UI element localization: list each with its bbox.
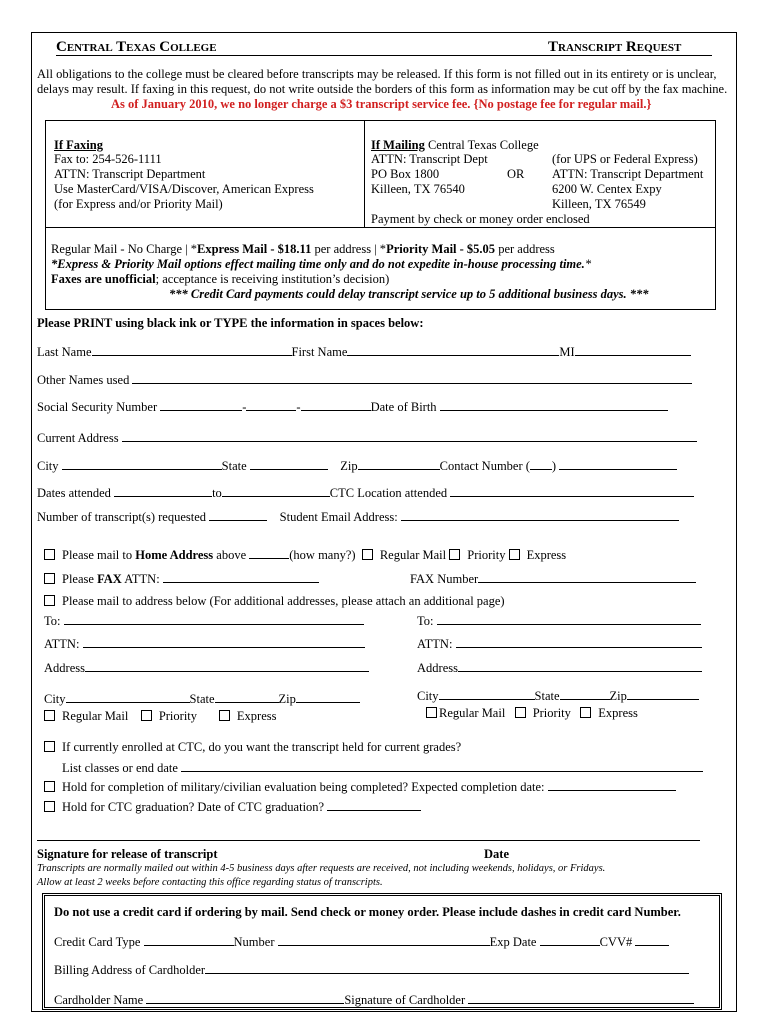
left-to-field[interactable] — [64, 612, 364, 625]
current-address-label: Current Address — [37, 431, 119, 445]
right-regular-mail-label: Regular Mail — [439, 706, 506, 720]
fax-bold: FAX — [97, 572, 122, 586]
right-to-label: To: — [417, 614, 434, 628]
other-names-label: Other Names used — [37, 373, 130, 387]
student-email-field[interactable] — [401, 508, 679, 521]
left-regular-mail-checkbox[interactable] — [44, 710, 55, 721]
cardholder-signature-field[interactable] — [468, 991, 694, 1004]
home-express-checkbox[interactable] — [509, 549, 520, 560]
left-city-row — [44, 690, 360, 707]
mi-label: MI — [559, 345, 575, 359]
left-state-label: State — [189, 692, 215, 706]
hold-enrolled-row — [44, 740, 461, 755]
ctc-location-field[interactable] — [450, 484, 694, 497]
left-address-row — [44, 659, 369, 676]
dob-label: Date of Birth — [370, 400, 437, 414]
billing-row — [54, 961, 689, 978]
num-transcripts-label: Number of transcript(s) requested — [37, 510, 207, 524]
left-priority-label: Priority — [158, 709, 198, 723]
right-state-field[interactable] — [560, 687, 610, 700]
transcripts-email-row — [37, 508, 679, 525]
fax-note: (for Express and/or Priority Mail) — [54, 197, 223, 211]
mail-heading: If Mailing — [371, 138, 425, 152]
fax-number-field[interactable] — [478, 570, 696, 583]
signature-label: Signature for release of transcript — [37, 847, 218, 861]
right-zip-field[interactable] — [627, 687, 699, 700]
ctc-location-label: CTC Location attended — [329, 486, 448, 500]
hold-enrolled-checkbox[interactable] — [44, 741, 55, 752]
city-state-row — [37, 457, 677, 474]
card-number-field[interactable] — [278, 933, 490, 946]
signature-line[interactable] — [37, 840, 700, 841]
cardholder-name-label: Cardholder Name — [54, 993, 144, 1007]
ssn-part-2[interactable] — [246, 398, 296, 411]
ssn-part-1[interactable] — [160, 398, 242, 411]
cvv-field[interactable] — [635, 933, 669, 946]
home-address-bold: Home Address — [135, 548, 214, 562]
rate-priority: Priority Mail - $5.05 — [386, 242, 496, 256]
state-label: State — [221, 459, 247, 473]
dates-attended-label: Dates attended — [37, 486, 111, 500]
right-regular-mail-checkbox[interactable] — [426, 707, 437, 718]
card-type-row — [54, 933, 669, 950]
cardholder-signature-label: Signature of Cardholder — [344, 993, 466, 1007]
last-name-field[interactable] — [92, 343, 292, 356]
right-state-label: State — [534, 689, 560, 703]
list-classes-field[interactable] — [181, 759, 703, 772]
hold-graduation-row — [44, 798, 421, 815]
other-names-field[interactable] — [132, 371, 692, 384]
left-regular-mail-label: Regular Mail — [62, 709, 129, 723]
mail-alt-attn: ATTN: Transcript Department — [552, 167, 704, 181]
ssn-part-3[interactable] — [301, 398, 371, 411]
rates-warning-star: * — [584, 257, 592, 271]
cardholder-row — [54, 991, 694, 1008]
hold-graduation-date-field[interactable] — [327, 798, 421, 811]
ssn-dash-2: - — [296, 400, 301, 414]
box-divider-h — [46, 227, 715, 228]
name-row — [37, 343, 691, 360]
right-address-row — [417, 659, 702, 676]
right-express-label: Express — [598, 706, 638, 720]
hold-enrolled-label: If currently enrolled at CTC, do you want the transcript held for current grades? — [62, 740, 462, 754]
num-transcripts-field[interactable] — [209, 508, 267, 521]
mi-field[interactable] — [575, 343, 691, 356]
mail-po-box: PO Box 1800 — [371, 167, 440, 181]
home-priority-checkbox[interactable] — [449, 549, 460, 560]
left-city-label: City — [44, 692, 66, 706]
rate-per-address-2: per address — [495, 242, 555, 256]
contact-number-field[interactable] — [559, 457, 677, 470]
left-express-checkbox[interactable] — [219, 710, 230, 721]
ssn-label: Social Security Number — [37, 400, 158, 414]
mailing-note-1: Transcripts are normally mailed out within 4-5 business days after requests are received, not including weekends, holidays, or Fridays. — [37, 863, 606, 874]
right-address-label: Address — [417, 661, 458, 675]
fax-attn: ATTN: Transcript Department — [54, 167, 206, 181]
mail-college: Central Texas College — [427, 138, 539, 152]
first-name-label: First Name — [291, 345, 348, 359]
mailing-note-2: Allow at least 2 weeks before contacting this office regarding status of transcripts. — [37, 877, 383, 888]
home-address-post: above — [213, 548, 247, 562]
fax-number-label: FAX Number — [410, 572, 479, 586]
contact-number-label: Contact Number ( — [439, 459, 530, 473]
card-type-label: Credit Card Type — [54, 935, 141, 949]
cc-delay-note: *** Credit Card payments could delay transcript service up to 5 additional business days. *** — [169, 287, 649, 301]
fax-attn-field[interactable] — [163, 570, 319, 583]
dob-field[interactable] — [440, 398, 668, 411]
student-email-label: Student Email Address: — [279, 510, 398, 524]
mail-attn: ATTN: Transcript Dept — [371, 152, 488, 166]
rates-line — [51, 242, 555, 257]
fax-number: Fax to: 254-526-1111 — [54, 152, 162, 166]
how-many-label: (how many?) — [289, 548, 356, 562]
college-name: Central Texas College — [56, 39, 217, 55]
credit-card-heading: Do not use a credit card if ordering by mail. Send check or money order. Please include dashes in credit card Number. — [54, 905, 681, 919]
right-to-field[interactable] — [437, 612, 701, 625]
ssn-row — [37, 398, 668, 415]
zip-field[interactable] — [358, 457, 440, 470]
hold-graduation-label: Hold for CTC graduation? Date of CTC graduation? — [62, 800, 325, 814]
right-mail-options — [426, 706, 638, 721]
dates-from-field[interactable] — [114, 484, 212, 497]
mail-or: OR — [507, 167, 525, 181]
fax-pre: Please — [62, 572, 98, 586]
right-zip-label: Zip — [609, 689, 627, 703]
left-priority-checkbox[interactable] — [141, 710, 152, 721]
billing-field[interactable] — [205, 961, 689, 974]
state-field[interactable] — [250, 457, 328, 470]
hold-military-row — [44, 778, 676, 795]
left-address-label: Address — [44, 661, 85, 675]
fax-attn-label: ATTN: — [121, 572, 160, 586]
left-address-field[interactable] — [85, 659, 369, 672]
home-address-row — [44, 546, 566, 563]
fax-checkbox[interactable] — [44, 573, 55, 584]
cardholder-name-field[interactable] — [146, 991, 344, 1004]
home-address-checkbox[interactable] — [44, 549, 55, 560]
mail-city: Killeen, TX 76540 — [371, 182, 465, 196]
right-attn-field[interactable] — [456, 635, 702, 648]
right-city-field[interactable] — [439, 687, 535, 700]
fax-attn-row — [44, 570, 319, 587]
home-priority-label: Priority — [467, 548, 506, 562]
last-name-label: Last Name — [37, 345, 92, 359]
home-how-many-field[interactable] — [249, 546, 289, 559]
billing-label: Billing Address of Cardholder — [54, 963, 206, 977]
left-mail-options — [44, 709, 276, 724]
contact-number-close: ) — [551, 459, 557, 473]
fax-heading: If Faxing — [54, 138, 103, 152]
current-address-row — [37, 429, 697, 446]
right-city-label: City — [417, 689, 439, 703]
hold-military-checkbox[interactable] — [44, 781, 55, 792]
fax-cards: Use MasterCard/VISA/Discover, American Express — [54, 182, 314, 196]
faxes-unofficial: Faxes are unofficial — [51, 272, 156, 286]
left-attn-field[interactable] — [83, 635, 365, 648]
cvv-label: CVV# — [599, 935, 633, 949]
home-regular-mail-label: Regular Mail — [379, 548, 447, 562]
left-city-field[interactable] — [66, 690, 190, 703]
card-number-label: Number — [233, 935, 275, 949]
box-divider — [364, 121, 365, 227]
rate-express: Express Mail - $18.11 — [197, 242, 312, 256]
right-attn-label: ATTN: — [417, 637, 453, 651]
current-address-field[interactable] — [122, 429, 697, 442]
city-label: City — [37, 459, 59, 473]
first-name-field[interactable] — [347, 343, 559, 356]
intro-line-1: All obligations to the college must be cleared before transcripts may be released. If this form is not filled out in its entirety or is unclear, — [37, 67, 717, 81]
right-priority-checkbox[interactable] — [515, 707, 526, 718]
mail-payment: Payment by check or money order enclosed — [371, 212, 590, 226]
left-to-row — [44, 612, 364, 629]
right-priority-label: Priority — [532, 706, 571, 720]
rates-warning-line — [51, 257, 591, 272]
list-classes-label: List classes or end date — [62, 761, 178, 775]
hold-military-date-field[interactable] — [548, 778, 676, 791]
right-to-row — [417, 612, 701, 629]
intro-line-2: delays may result. If faxing in this request, do not write outside the borders of this form as information may be cut off by the fax machine. — [37, 82, 728, 96]
left-zip-field[interactable] — [296, 690, 360, 703]
exp-date-field[interactable] — [540, 933, 600, 946]
hold-military-label: Hold for completion of military/civilian evaluation being completed? Expected completion date: — [62, 780, 545, 794]
right-express-checkbox[interactable] — [580, 707, 591, 718]
ssn-dash-1: - — [242, 400, 247, 414]
left-zip-label: Zip — [278, 692, 296, 706]
list-classes-row — [62, 759, 703, 776]
other-address-label: Please mail to address below (For additional addresses, please attach an additional page) — [62, 594, 505, 608]
mail-alt-note: (for UPS or Federal Express) — [552, 152, 698, 166]
rates-warning: *Express & Priority Mail options effect mailing time only and do not expedite in-house processing time. — [51, 257, 585, 271]
left-state-field[interactable] — [215, 690, 279, 703]
left-attn-row — [44, 635, 365, 652]
faxes-rest: ; acceptance is receiving institution’s decision) — [155, 272, 390, 286]
home-express-label: Express — [526, 548, 567, 562]
print-instructions: Please PRINT using black ink or TYPE the information in spaces below: — [37, 316, 424, 330]
fee-notice: As of January 2010, we no longer charge a $3 transcript service fee. {No postage fee for regular mail.} — [111, 97, 652, 111]
exp-date-label: Exp Date — [489, 935, 537, 949]
right-city-row — [417, 687, 699, 704]
fax-number-row — [410, 570, 696, 587]
signature-date-label: Date — [484, 847, 509, 861]
mail-alt-street: 6200 W. Centex Expy — [552, 182, 662, 196]
left-to-label: To: — [44, 614, 61, 628]
other-names-row — [37, 371, 692, 388]
right-attn-row — [417, 635, 702, 652]
mail-alt-city: Killeen, TX 76549 — [552, 197, 646, 211]
left-attn-label: ATTN: — [44, 637, 80, 651]
other-address-checkbox[interactable] — [44, 595, 55, 606]
city-field[interactable] — [62, 457, 222, 470]
rate-regular: Regular Mail - No Charge | * — [51, 242, 197, 256]
dates-to-field[interactable] — [222, 484, 330, 497]
home-regular-mail-checkbox[interactable] — [362, 549, 373, 560]
other-address-row — [44, 594, 505, 609]
home-address-pre: Please mail to — [62, 548, 136, 562]
form-title: Transcript Request — [548, 39, 682, 55]
left-express-label: Express — [236, 709, 277, 723]
hold-graduation-checkbox[interactable] — [44, 801, 55, 812]
area-code-field[interactable] — [530, 457, 552, 470]
faxes-line — [51, 272, 389, 287]
header-rule — [56, 55, 712, 56]
rate-per-address-1: per address | * — [311, 242, 387, 256]
mail-heading-row — [371, 138, 539, 153]
zip-label: Zip — [340, 459, 358, 473]
card-type-field[interactable] — [144, 933, 234, 946]
dates-attended-row — [37, 484, 694, 501]
right-address-field[interactable] — [458, 659, 702, 672]
dates-to-label: to — [212, 486, 222, 500]
